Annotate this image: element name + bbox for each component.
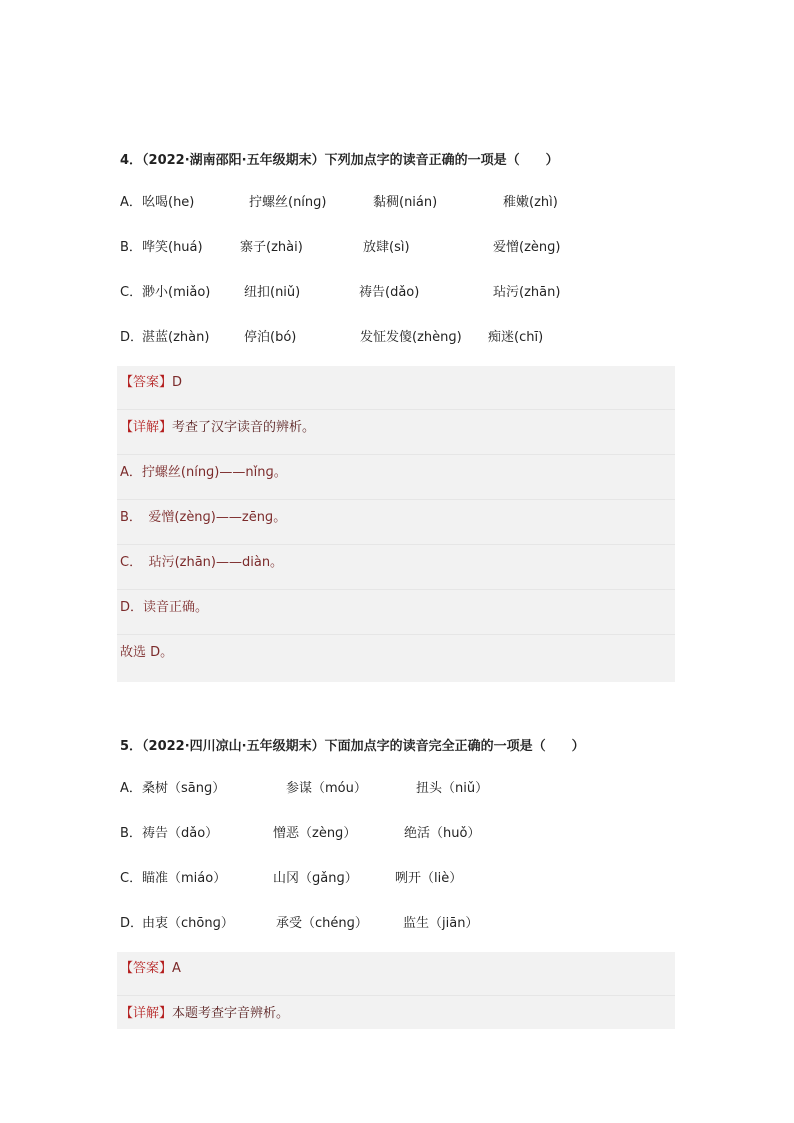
q4-explanation-d: D．读音正确。: [120, 600, 209, 615]
detail-text: 考查了汉字读音的辨析。: [172, 420, 316, 435]
q5-answer: [120, 960, 181, 978]
option-item: 山冈（ɡǎnɡ）: [273, 871, 358, 886]
detail-text: 本题考查字音辨析。: [172, 1006, 290, 1021]
option-item: 玷污(zhān): [493, 285, 561, 300]
question-5-number: 5．: [120, 739, 143, 754]
q4-explanation-b: B． 爱憎(zènɡ)——zēnɡ。: [120, 510, 287, 525]
option-item: 停泊(bó): [244, 330, 297, 345]
option-label: D．: [120, 330, 144, 345]
option-item: 渺小(miǎo): [142, 285, 211, 300]
option-item: 发怔发傻(zhènɡ): [360, 330, 462, 345]
answer-value: D: [172, 375, 183, 390]
question-4-number: 4．: [120, 153, 143, 168]
answer-value: A: [172, 961, 181, 976]
option-item: 桑树（sānɡ）: [142, 781, 226, 796]
option-item: 祷告（dǎo）: [142, 826, 219, 841]
q4-answer-block: [117, 366, 675, 682]
option-label: C．: [120, 871, 143, 886]
option-item: 憎恶（zènɡ）: [273, 826, 357, 841]
option-label: B．: [120, 826, 142, 841]
option-item: 黏稠(nián): [373, 195, 438, 210]
divider: [117, 589, 675, 590]
divider: [117, 634, 675, 635]
option-label: A．: [120, 781, 142, 796]
divider: [117, 454, 675, 455]
option-item: 稚嫩(zhì): [503, 195, 558, 210]
q4-explanation-a: A．拧螺丝(nínɡ)——nǐnɡ。: [120, 465, 287, 480]
detail-tag: 【详解】: [120, 1006, 173, 1021]
option-label: C．: [120, 285, 143, 300]
option-item: 放肆(sì): [363, 240, 410, 255]
divider: [117, 499, 675, 500]
question-5-text: （2022·四川凉山·五年级期末）下面加点字的读音完全正确的一项是（ ）: [142, 739, 585, 754]
option-item: 痴迷(chī): [488, 330, 544, 345]
question-5-title: [120, 735, 585, 754]
answer-tag: 【答案】: [120, 961, 173, 976]
option-label: A．: [120, 195, 142, 210]
divider: [117, 409, 675, 410]
option-item: 祷告(dǎo): [359, 285, 420, 300]
q4-explanation-c: C． 玷污(zhān)——diàn。: [120, 555, 284, 570]
question-4-title: [120, 149, 559, 168]
option-item: 爱憎(zènɡ): [493, 240, 561, 255]
option-item: 参谋（móu）: [286, 781, 367, 796]
option-item: 吆喝(he): [142, 195, 195, 210]
option-item: 咧开（liè）: [395, 871, 463, 886]
q4-conclusion: 故选 D。: [120, 645, 174, 660]
detail-tag: 【详解】: [120, 420, 173, 435]
option-label: D．: [120, 916, 144, 931]
answer-tag: 【答案】: [120, 375, 173, 390]
option-label: B．: [120, 240, 142, 255]
option-item: 纽扣(niǔ): [244, 285, 301, 300]
question-4-text: （2022·湖南邵阳·五年级期末）下列加点字的读音正确的一项是（ ）: [142, 153, 559, 168]
option-item: 绝活（huǒ）: [404, 826, 481, 841]
divider: [117, 544, 675, 545]
q5-detail: [120, 1005, 289, 1023]
option-item: 寨子(zhài): [240, 240, 303, 255]
option-item: 由衷（chōnɡ）: [142, 916, 234, 931]
divider: [117, 995, 675, 996]
q5-answer-block: [117, 952, 675, 1029]
q4-answer: [120, 374, 182, 392]
option-item: 瞄准（miáo）: [142, 871, 227, 886]
option-item: 承受（chénɡ）: [276, 916, 368, 931]
q4-detail: [120, 419, 315, 437]
option-item: 哗笑(huá): [142, 240, 203, 255]
option-item: 扭头（niǔ）: [416, 781, 489, 796]
option-item: 监生（jiān）: [403, 916, 479, 931]
option-item: 拧螺丝(nínɡ): [249, 195, 327, 210]
option-item: 湛蓝(zhàn): [142, 330, 210, 345]
